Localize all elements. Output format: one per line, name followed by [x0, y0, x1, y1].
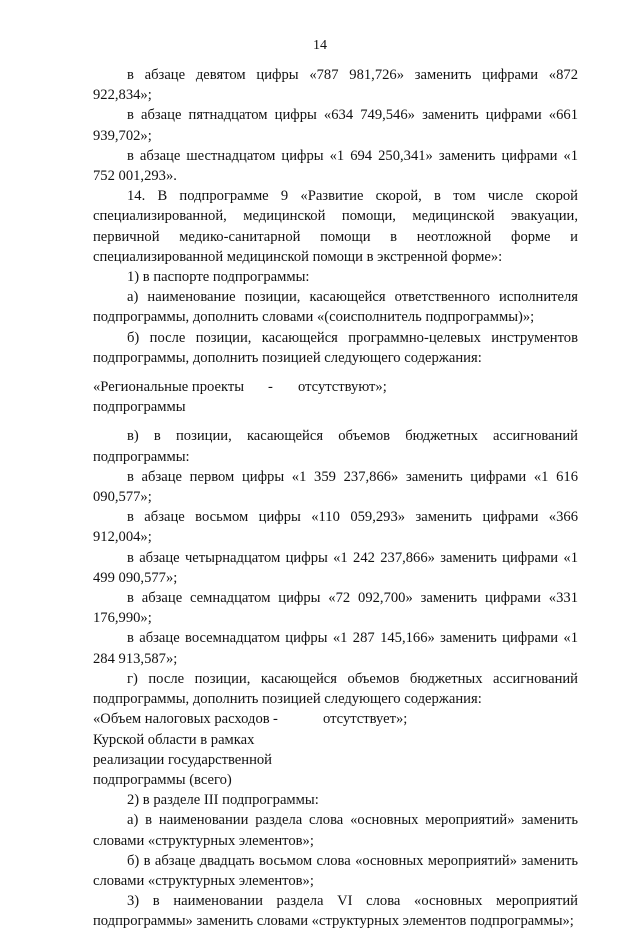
paragraph: в абзаце четырнадцатом цифры «1 242 237,866» заменить цифрами «1 499 090,577»; [93, 549, 578, 586]
position-value: отсутствует»; [323, 711, 408, 728]
paragraph: в) в позиции, касающейся объемов бюджетных ассигнований подпрограммы: [93, 428, 578, 465]
page-number: 14 [313, 38, 327, 53]
inserted-position-tax-expenditures [93, 709, 578, 790]
position-value: отсутствуют»; [298, 379, 387, 396]
paragraph: в абзаце восемнадцатом цифры «1 287 145,166» заменить цифрами «1 284 913,587»; [93, 630, 578, 667]
paragraph: б) после позиции, касающейся программно-целевых инструментов подпрограммы, дополнить позицией следующего содержания: [93, 329, 578, 366]
paragraph: в абзаце шестнадцатом цифры «1 694 250,341» заменить цифрами «1 752 001,293». [93, 147, 578, 185]
paragraph: в абзаце восьмом цифры «110 059,293» заменить цифрами «366 912,004»; [93, 509, 578, 546]
paragraph: 1) в паспорте подпрограммы: [127, 269, 310, 286]
position-dash: - [273, 711, 278, 728]
paragraph: в абзаце первом цифры «1 359 237,866» заменить цифрами «1 616 090,577»; [93, 468, 578, 506]
paragraph: в абзаце семнадцатом цифры «72 092,700» заменить цифрами «331 176,990»; [93, 590, 578, 627]
paragraph: в абзаце пятнадцатом цифры «634 749,546» заменить цифрами «661 939,702»; [93, 107, 578, 144]
paragraph: 3) в наименовании раздела VI слова «основных мероприятий подпрограммы» заменить словами «структурных элементов подпрограммы»; [93, 893, 578, 930]
position-dash: - [268, 379, 273, 396]
position-name: «Региональные проекты подпрограммы [93, 379, 245, 416]
paragraph: 14. В подпрограмме 9 «Развитие скорой, в том числе скорой специализированной, медицинской помощи, медицинской эвакуации, первичной медико-санитарной помощи в неотложной форме и специализированной медицинской помощи в экстренной форме»: [93, 188, 578, 265]
position-name: «Объем налоговых расходов Курской области в рамках реализации государственной подпрограммы (всего) [93, 711, 272, 788]
paragraph: а) наименование позиции, касающейся ответственного исполнителя подпрограммы, дополнить словами «(соисполнитель подпрограммы)»; [93, 289, 578, 326]
paragraph: г) после позиции, касающейся объемов бюджетных ассигнований подпрограммы, дополнить позицией следующего содержания: [93, 670, 578, 708]
paragraph: а) в наименовании раздела слова «основных мероприятий» заменить словами «структурных элементов»; [93, 812, 578, 849]
paragraph: 2) в разделе III подпрограммы: [127, 792, 319, 809]
paragraph: б) в абзаце двадцать восьмом слова «основных мероприятий» заменить словами «структурных элементов»; [93, 852, 578, 889]
document-body [93, 65, 578, 932]
paragraph: в абзаце девятом цифры «787 981,726» заменить цифрами «872 922,834»; [93, 67, 578, 104]
inserted-position-regional-projects [93, 377, 578, 417]
